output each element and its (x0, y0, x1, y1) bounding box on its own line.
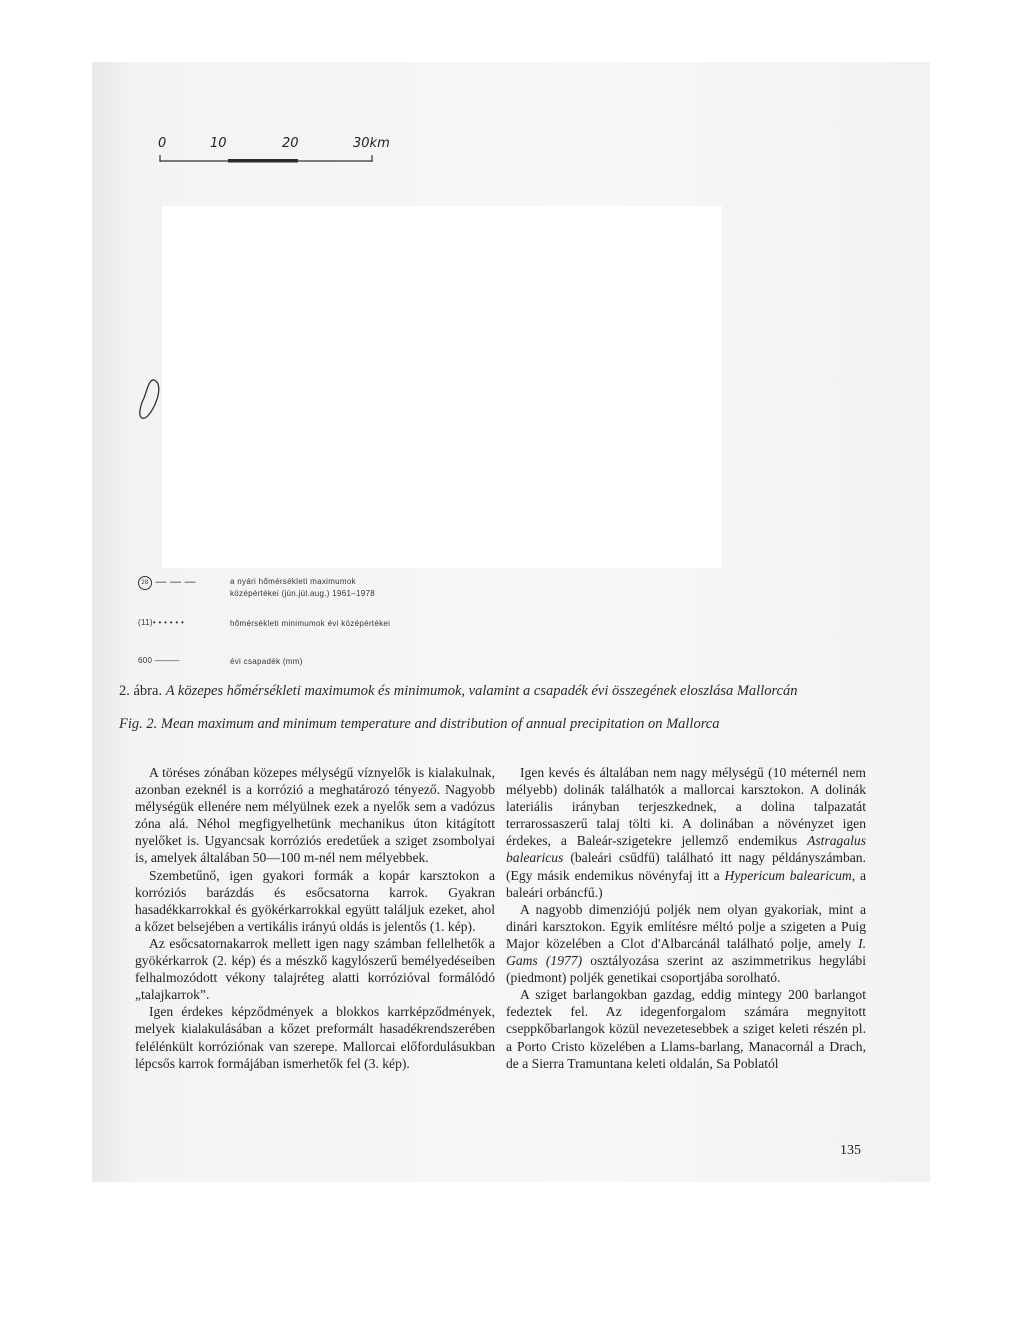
right-column (506, 764, 866, 1072)
legend-badge: 28 (138, 576, 152, 590)
legend-symbol-dotted: (11)• • • • • • (138, 618, 185, 627)
scale-label-30km: 30km (353, 136, 390, 151)
paragraph: Szembetűnő, igen gyakori formák a kopár karsztokon a korróziós barázdás és esőcsatorna karrok. Gyakran hasadékkarrokkal és gyökérkarrokkal együtt találjuk ezeket, ahol a kőzet belsejében a vertikális irányú oldás is jelentős (1. kép). (135, 867, 495, 934)
caption-hu-text: A közepes hőmérsékleti maximumok és minimumok, valamint a csapadék évi összegének eloszlása Mallorcán (165, 683, 798, 699)
legend-text-precip: évi csapadék (mm) (230, 657, 303, 666)
paragraph: Igen kevés és általában nem nagy mélységű (10 méternél nem mélyebb) dolinák találhatók a mallorcai karsztokon. A dolinák lateriális irányban terjeszkednek, a dolina talpazatát terrarossaszerű talaj tölti ki. A dolinában a növényzet igen érdekes, a Baleár-szigetekre jellemző endemikus Astragalus balearicus (baleári csűdfű) található itt nagy példányszámban. (Egy másik endemikus növényfaj itt a Hypericum balearicum, a baleári orbáncfű.) (506, 765, 866, 900)
caption-hu-label: 2. ábra. (119, 683, 163, 699)
island-outline-icon (136, 378, 166, 422)
scale-label-20: 20 (282, 136, 299, 151)
scale-label-10: 10 (210, 136, 227, 151)
paragraph: A nagyobb dimenziójú poljék nem olyan gyakoriak, mint a dinári karsztokon. Egyik említésre méltó polje a szigeten a Puig Major közelében a Clot d'Albarcánál található polje, amely I. Gams (1977) osztályozása szerint az aszimmetrikus hegylábi (piedmont) poljék genetikai csoportjába sorolható. (506, 901, 866, 986)
left-column (135, 764, 495, 1072)
legend-symbol-solid: 600 ——— (138, 656, 180, 665)
map-area (162, 206, 722, 568)
figure-caption-hu (119, 683, 879, 700)
paragraph: Az esőcsatornakarrok mellett igen nagy számban fellelhetők a gyökérkarrok (2. kép) és a mészkő kagylószerű bemélyedéseiben felhalmozódott vékony talajréteg alatti korrózióval formálódó „talajkarrok”. (135, 935, 495, 1003)
paragraph: Igen érdekes képződmények a blokkos karrképződmények, melyek kialakulásában a kőzet preformált hasadékrendszerében felélénkült korróziónak van szerepe. Mallorcai előfordulásukban lépcsős karrok formájában ismerhetők fel (3. kép). (135, 1004, 495, 1071)
caption-en-label: Fig. 2. (119, 716, 158, 732)
paragraph: A töréses zónában közepes mélységű víznyelők is kialakulnak, azonban ezeknél is a korrózió a meghatározó tényező. Nagyobb mélységük ellenére nem mélyülnek ezek a nyelők sem a vadózus zóna alá. Néhol megfigyelhetünk mechanikus úton kitágított nyelőket is. Ugyancsak korróziós eredetűek a sziget zsombolyai is, amelyek általában 50—100 m-nél nem mélyebbek. (135, 765, 495, 866)
legend-symbol-dashed: 28 — — — (138, 576, 196, 590)
legend-text-min-temp: hőmérsékleti minimumok évi középértékei (230, 619, 391, 628)
paragraph: A sziget barlangokban gazdag, eddig mintegy 200 barlangot fedeztek fel. Az idegenforgalom számára megnyitott cseppkőbarlangok közül nevezetesebbek a sziget keleti részén pl. a Porto Cristo közelében a Llams-barlang, Manacornál a Drach, de a Sierra Tramuntana keleti oldalán, Sa Poblatól (506, 987, 866, 1071)
figure-caption-en (119, 716, 879, 733)
scale-bar (150, 152, 390, 168)
scale-label-0: 0 (158, 136, 167, 151)
caption-en-text: Mean maximum and minimum temperature and distribution of annual precipitation on Mallorca (160, 716, 720, 732)
legend-text-max-temp-1: a nyári hőmérsékleti maximumok (230, 577, 356, 586)
page-number: 135 (840, 1143, 861, 1158)
legend-text-max-temp-2: középértékei (jún.júl.aug.) 1961–1978 (230, 589, 375, 598)
